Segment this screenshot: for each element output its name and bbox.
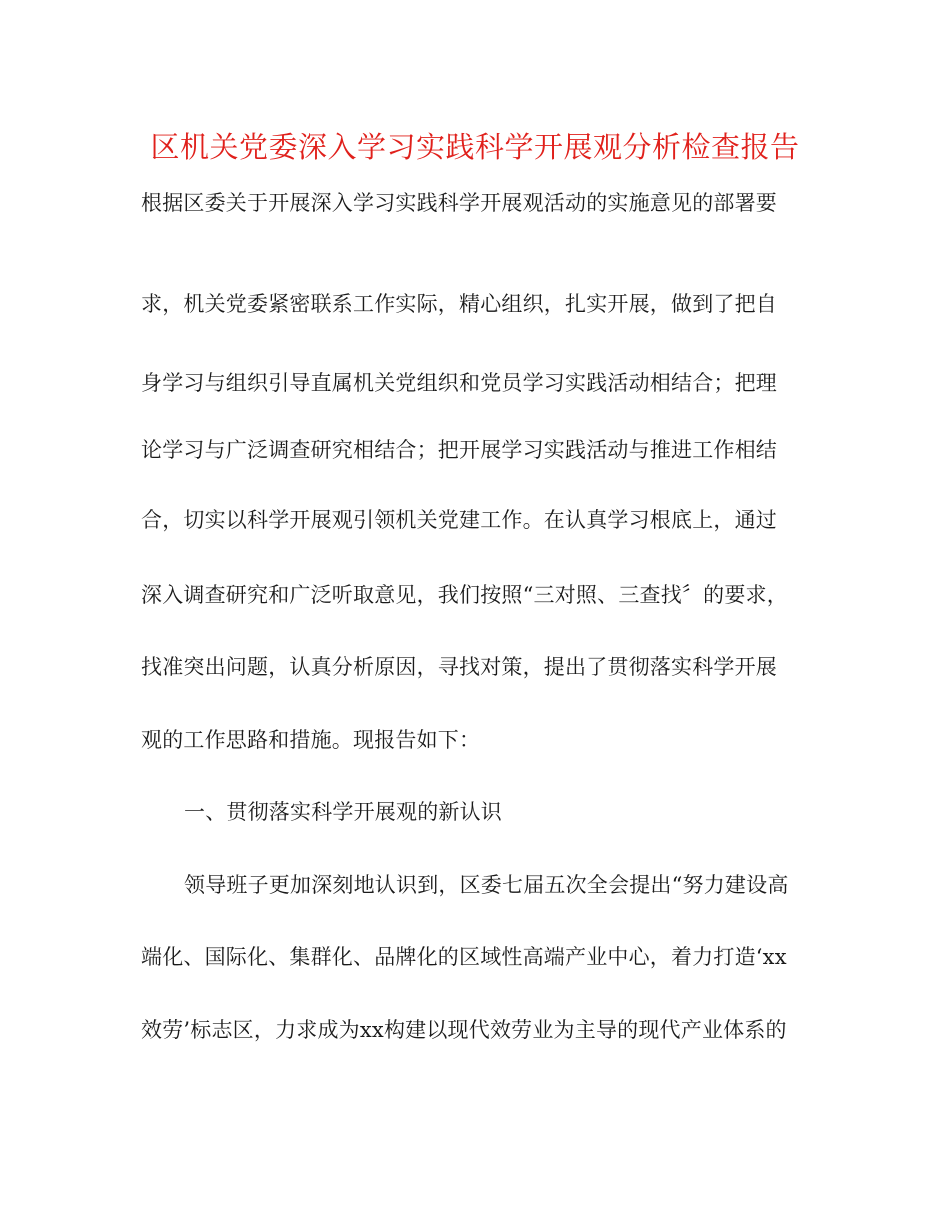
- paragraph-2-line-3: 效劳’标志区，力求成为xx构建以现代效劳业为主导的现代产业体系的: [141, 1018, 787, 1042]
- paragraph-1-line-4: 论学习与广泛调查研究相结合；把开展学习实践活动与推进工作相结: [141, 438, 777, 462]
- paragraph-1-line-2: 求，机关党委紧密联系工作实际，精心组织，扎实开展，做到了把自: [141, 292, 777, 316]
- paragraph-2-line-2: 端化、国际化、集群化、品牌化的区域性高端产业中心，着力打造‘xx: [141, 945, 787, 969]
- paragraph-2-line-1: 领导班子更加深刻地认识到，区委七届五次全会提出“努力建设高: [184, 873, 789, 897]
- paragraph-1-line-8: 观的工作思路和措施。现报告如下：: [141, 728, 481, 752]
- paragraph-1-line-1: 根据区委关于开展深入学习实践科学开展观活动的实施意见的部署要: [141, 191, 777, 215]
- paragraph-1-line-6: 深入调查研究和广泛听取意见，我们按照“三对照、三查找〞的要求，: [141, 583, 788, 607]
- document-title: 区机关党委深入学习实践科学开展观分析检查报告: [150, 130, 800, 164]
- paragraph-1-line-7: 找准突出问题，认真分析原因，寻找对策，提出了贯彻落实科学开展: [141, 655, 777, 679]
- section-1-heading: 一、贯彻落实科学开展观的新认识: [184, 800, 502, 824]
- paragraph-1-line-3: 身学习与组织引导直属机关党组织和党员学习实践活动相结合；把理: [141, 371, 777, 395]
- paragraph-1-line-5: 合，切实以科学开展观引领机关党建工作。在认真学习根底上，通过: [141, 508, 777, 532]
